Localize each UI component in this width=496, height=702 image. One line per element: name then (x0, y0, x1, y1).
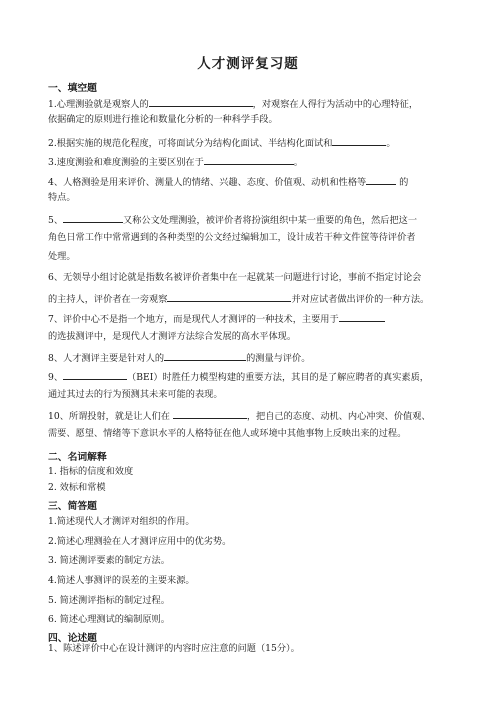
document-title: 人才测评复习题 (197, 56, 299, 72)
short-answer-item: 3. 简述测评要素的制定方法。 (48, 555, 170, 566)
answer-blank (332, 136, 386, 146)
section-heading-fill-in: 一、填空题 (48, 83, 97, 94)
section-heading-essay: 四、论述题 (48, 633, 97, 644)
question-7-line-2: 的选拔测评中，是现代人才测评方法综合发展的高水平体现。 (48, 331, 297, 342)
answer-blank (204, 155, 294, 165)
short-answer-item: 6. 简述心理测试的编制原则。 (48, 614, 170, 625)
question-5-line-2: 角色日常工作中常常遇到的各种类型的公文经过编辑加工，设计成若干种文件筐等待评价者 (48, 232, 416, 243)
question-2: 2.根据实施的规范化程度，可将面试分为结构化面试、半结构化面试和 。 (48, 138, 396, 149)
term-item: 2. 效标和常模 (48, 482, 106, 493)
question-3: 3.速度测验和难度测验的主要区别在于 。 (48, 157, 303, 168)
section-heading-short-answer: 三、简答题 (48, 501, 97, 512)
answer-blank (167, 292, 291, 302)
answer-blank (366, 175, 396, 185)
answer-blank (164, 351, 246, 361)
answer-blank (173, 409, 247, 419)
question-1-line-1: 1.心理测验就是观察人的 ，对观察在人得行为活动中的心理特征， (48, 99, 419, 110)
question-4-line-2: 特点。 (48, 192, 76, 203)
short-answer-item: 2.简述心理测验在人才测评应用中的优劣势。 (48, 536, 232, 547)
short-answer-item: 5. 简述测评指标的制定过程。 (48, 595, 170, 606)
term-item: 1. 指标的信度和效度 (48, 466, 134, 477)
answer-blank (63, 213, 123, 223)
short-answer-item: 4.简述人事测评的误差的主要来源。 (48, 575, 195, 586)
question-6-line-2: 的主持人，评价者在一旁观察 并对应试者做出评价的一种方法。 (48, 294, 430, 305)
question-8: 8、人才测评主要是针对人的 的测量与评价。 (48, 353, 311, 364)
question-1-line-2: 依据确定的原则进行推论和数量化分析的一种科学手段。 (48, 114, 278, 125)
answer-blank (339, 312, 385, 322)
question-5-line-1: 5、 又称公文处理测验，被评价者将扮演组织中某一重要的角色，然后把这一 (48, 215, 418, 226)
question-9-line-2: 通过其过去的行为预测其未来可能的表现。 (48, 389, 223, 400)
short-answer-item: 1.简述现代人才测评对组织的作用。 (48, 516, 195, 527)
question-6-line-1: 6、无领导小组讨论就是指数名被评价者集中在一起就某一问题进行讨论，事前不指定讨论会 (48, 272, 422, 283)
question-9-line-1: 9、 （BEI）时胜任力模型构建的重要方法，其目的是了解应聘者的真实素质， (48, 372, 429, 383)
question-4-line-1: 4、人格测验是用来评价、测量人的情绪、兴趣、态度、价值观、动机和性格等 的 (48, 177, 409, 188)
answer-blank (149, 97, 253, 107)
question-10-line-2: 需要、愿望、情绪等下意识水平的人格特征在他人或环境中其他事物上反映出来的过程。 (48, 428, 407, 439)
question-5-line-3: 处理。 (48, 251, 76, 262)
answer-blank (63, 370, 127, 380)
section-heading-terms: 二、名词解释 (48, 452, 107, 463)
essay-item: 1、陈述评价中心在设计测评的内容时应注意的问题（15分）。 (48, 643, 300, 654)
question-10-line-1: 10、所谓投射，就是让人们在 ，把自己的态度、动机、内心冲突、价值观、 (48, 411, 431, 422)
question-7-line-1: 7、评价中心不是指一个地方，而是现代人才测评的一种技术，主要用于 (48, 312, 454, 326)
